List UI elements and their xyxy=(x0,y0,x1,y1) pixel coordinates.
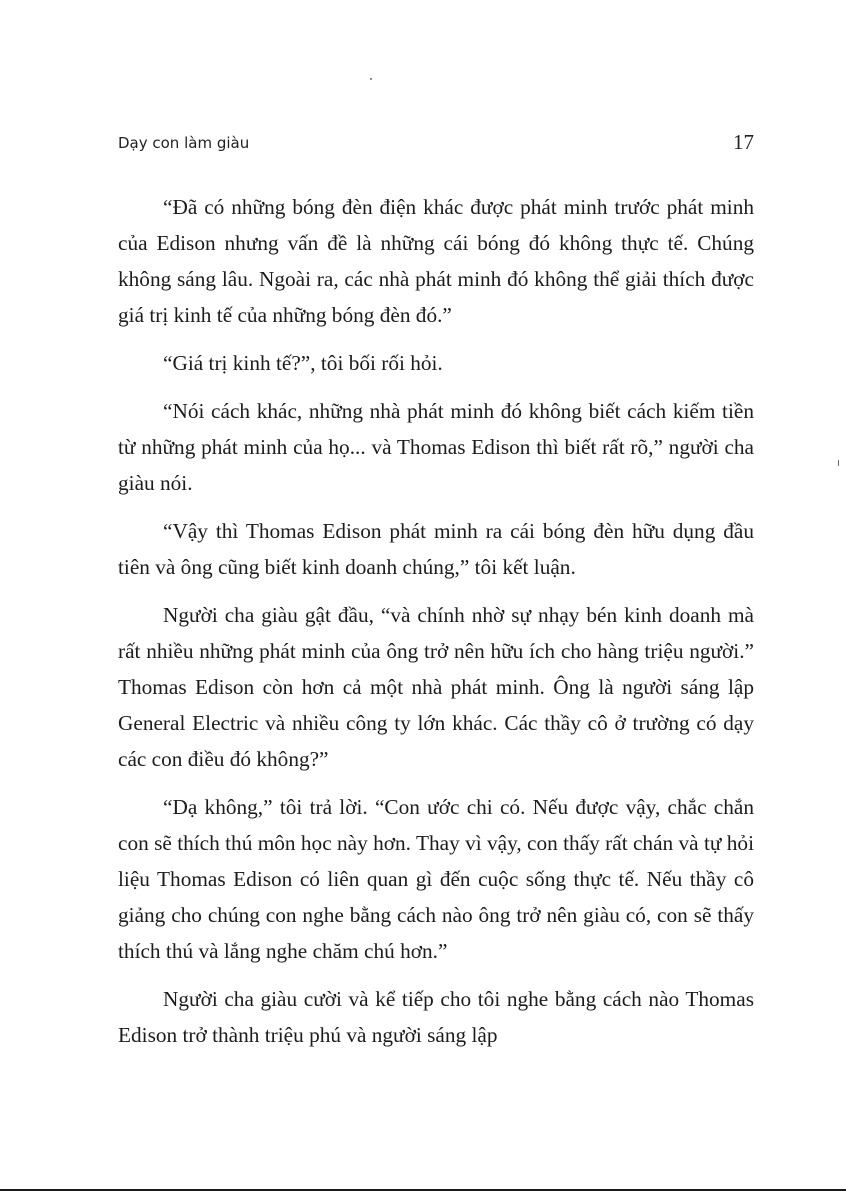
scan-speck xyxy=(370,78,372,80)
book-title: Dạy con làm giàu xyxy=(118,134,250,152)
paragraph: “Đã có những bóng đèn điện khác được phát minh trước phát minh của Edison nhưng vấn đề là những cái bóng đó không thực tế. Chúng không sáng lâu. Ngoài ra, các nhà phát minh đó không thể giải thích được giá trị kinh tế của những bóng đèn đó.” xyxy=(118,195,754,328)
page-number: 17 xyxy=(733,130,754,154)
paragraph: Người cha giàu cười và kể tiếp cho tôi nghe bằng cách nào Thomas Edison trở thành triệu phú và người sáng lập xyxy=(118,987,754,1048)
body-text xyxy=(118,189,754,1065)
paragraph: Người cha giàu gật đầu, “và chính nhờ sự nhạy bén kinh doanh mà rất nhiều những phát minh của ông trở nên hữu ích cho hàng triệu người.” Thomas Edison còn hơn cả một nhà phát minh. Ông là người sáng lập General Electric và nhiều công ty lớn khác. Các thầy cô ở trường có dạy các con điều đó không?” xyxy=(118,602,754,772)
paragraph: “Nói cách khác, những nhà phát minh đó không biết cách kiếm tiền từ những phát minh của họ... và Thomas Edison thì biết rất rõ,” người cha giàu nói. xyxy=(118,398,754,496)
scan-speck xyxy=(838,460,839,466)
paragraph: “Dạ không,” tôi trả lời. “Con ước chi có. Nếu được vậy, chắc chắn con sẽ thích thú môn học này hơn. Thay vì vậy, con thấy rất chán và tự hỏi liệu Thomas Edison có liên quan gì đến cuộc sống thực tế. Nếu thầy cô giảng cho chúng con nghe bằng cách nào ông trở nên giàu có, con sẽ thấy thích thú và lắng nghe chăm chú hơn.” xyxy=(118,794,754,964)
paragraph: “Giá trị kinh tế?”, tôi bối rối hỏi. xyxy=(163,351,443,376)
paragraph: “Vậy thì Thomas Edison phát minh ra cái bóng đèn hữu dụng đầu tiên và ông cũng biết kinh doanh chúng,” tôi kết luận. xyxy=(118,518,754,579)
running-header xyxy=(118,130,754,158)
